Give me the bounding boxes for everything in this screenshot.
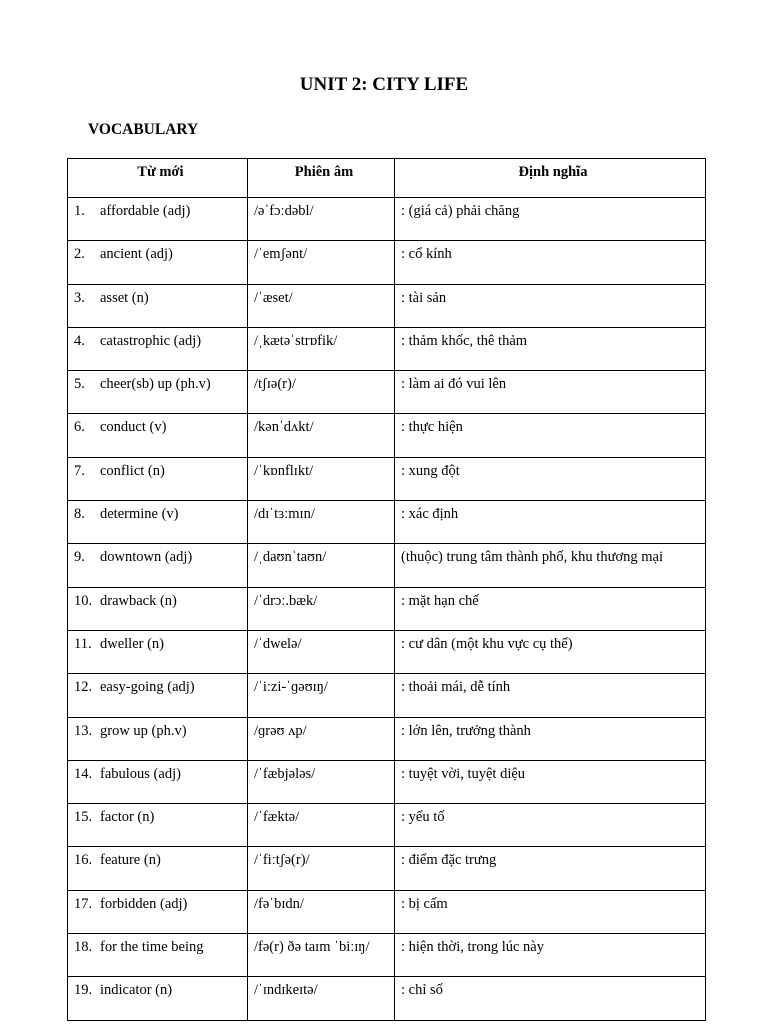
word-cell bbox=[68, 414, 248, 457]
definition-cell: : điểm đặc trưng bbox=[395, 847, 706, 890]
pronunciation-cell: /ɡrəʊ ʌp/ bbox=[248, 717, 395, 760]
pronunciation-cell: /dɪˈtɜːmɪn/ bbox=[248, 501, 395, 544]
section-heading: VOCABULARY bbox=[88, 121, 199, 138]
word-cell bbox=[68, 717, 248, 760]
row-number: 10. bbox=[74, 592, 93, 609]
word-text: drawback (n) bbox=[100, 592, 177, 609]
word-cell bbox=[68, 241, 248, 284]
header-definition: Định nghĩa bbox=[395, 159, 706, 198]
pronunciation-cell: /kənˈdʌkt/ bbox=[248, 414, 395, 457]
table-row bbox=[68, 371, 706, 414]
word-text: fabulous (adj) bbox=[100, 765, 181, 782]
pronunciation-cell: /fə(r) ðə taɪm ˈbiːɪŋ/ bbox=[248, 934, 395, 977]
pronunciation-cell: /ˈkɒnflɪkt/ bbox=[248, 457, 395, 500]
table-row bbox=[68, 241, 706, 284]
table-row bbox=[68, 934, 706, 977]
word-text: cheer(sb) up (ph.v) bbox=[100, 376, 211, 393]
row-number: 8. bbox=[74, 506, 85, 523]
row-number: 12. bbox=[74, 679, 93, 696]
row-number: 18. bbox=[74, 939, 93, 956]
word-text: dweller (n) bbox=[100, 635, 165, 652]
word-cell bbox=[68, 198, 248, 241]
word-cell bbox=[68, 501, 248, 544]
pronunciation-cell: /ˈæset/ bbox=[248, 284, 395, 327]
definition-cell: : lớn lên, trưởng thành bbox=[395, 717, 706, 760]
row-number: 9. bbox=[74, 549, 85, 566]
table-row bbox=[68, 847, 706, 890]
row-number: 19. bbox=[74, 982, 93, 999]
pronunciation-cell: /əˈfɔːdəbl/ bbox=[248, 198, 395, 241]
definition-cell: : xác định bbox=[395, 501, 706, 544]
pronunciation-cell: /tʃɪə(r)/ bbox=[248, 371, 395, 414]
definition-cell: : tuyệt vời, tuyệt diệu bbox=[395, 760, 706, 803]
definition-cell: : cư dân (một khu vực cụ thể) bbox=[395, 630, 706, 673]
definition-cell: : thảm khốc, thê thảm bbox=[395, 327, 706, 370]
table-row bbox=[68, 284, 706, 327]
row-number: 13. bbox=[74, 722, 93, 739]
row-number: 16. bbox=[74, 852, 93, 869]
pronunciation-cell: /ˌkætəˈstrɒfik/ bbox=[248, 327, 395, 370]
page-title: UNIT 2: CITY LIFE bbox=[299, 74, 469, 95]
word-cell bbox=[68, 457, 248, 500]
word-cell bbox=[68, 371, 248, 414]
table-row bbox=[68, 674, 706, 717]
row-number: 1. bbox=[74, 203, 85, 219]
word-cell bbox=[68, 890, 248, 933]
table-body bbox=[68, 198, 706, 1021]
definition-cell: : làm ai đó vui lên bbox=[395, 371, 706, 414]
word-text: easy-going (adj) bbox=[100, 679, 195, 696]
row-number: 4. bbox=[74, 332, 85, 349]
word-cell bbox=[68, 544, 248, 587]
pronunciation-cell: /ˈfæbjələs/ bbox=[248, 760, 395, 803]
definition-cell: : bị cấm bbox=[395, 890, 706, 933]
table-row bbox=[68, 457, 706, 500]
definition-cell: : xung đột bbox=[395, 457, 706, 500]
definition-cell: : yếu tố bbox=[395, 804, 706, 847]
word-text: asset (n) bbox=[100, 289, 149, 306]
row-number: 17. bbox=[74, 895, 93, 912]
table-row bbox=[68, 717, 706, 760]
word-cell bbox=[68, 977, 248, 1020]
table-row bbox=[68, 327, 706, 370]
word-text: conflict (n) bbox=[100, 462, 165, 479]
word-text: feature (n) bbox=[100, 852, 161, 869]
table-row bbox=[68, 804, 706, 847]
word-text: ancient (adj) bbox=[100, 246, 173, 263]
definition-cell: : cổ kính bbox=[395, 241, 706, 284]
row-number: 6. bbox=[74, 419, 85, 436]
row-number: 5. bbox=[74, 376, 85, 393]
word-cell bbox=[68, 587, 248, 630]
definition-cell: : (giá cả) phải chăng bbox=[395, 198, 706, 241]
table-row bbox=[68, 501, 706, 544]
header-word: Từ mới bbox=[68, 159, 248, 198]
word-cell bbox=[68, 847, 248, 890]
row-number: 3. bbox=[74, 289, 85, 306]
table-row bbox=[68, 760, 706, 803]
word-text: forbidden (adj) bbox=[100, 895, 188, 912]
word-cell bbox=[68, 284, 248, 327]
word-cell bbox=[68, 760, 248, 803]
pronunciation-cell: /ˈdwelə/ bbox=[248, 630, 395, 673]
row-number: 2. bbox=[74, 246, 85, 263]
definition-cell: (thuộc) trung tâm thành phố, khu thương mại bbox=[395, 544, 706, 587]
definition-cell: : hiện thời, trong lúc này bbox=[395, 934, 706, 977]
table-row bbox=[68, 544, 706, 587]
word-cell bbox=[68, 934, 248, 977]
table-row bbox=[68, 630, 706, 673]
row-number: 15. bbox=[74, 809, 93, 826]
word-cell bbox=[68, 630, 248, 673]
table-row bbox=[68, 198, 706, 241]
word-text: conduct (v) bbox=[100, 419, 167, 436]
row-number: 11. bbox=[74, 635, 92, 652]
pronunciation-cell: /fəˈbɪdn/ bbox=[248, 890, 395, 933]
definition-cell: : mặt hạn chế bbox=[395, 587, 706, 630]
row-number: 7. bbox=[74, 462, 85, 479]
header-pronunciation: Phiên âm bbox=[248, 159, 395, 198]
word-text: indicator (n) bbox=[100, 982, 173, 999]
pronunciation-cell: /ˈfiːtʃə(r)/ bbox=[248, 847, 395, 890]
pronunciation-cell: /ˈemʃənt/ bbox=[248, 241, 395, 284]
table-row bbox=[68, 890, 706, 933]
definition-cell: : chỉ số bbox=[395, 977, 706, 1020]
word-cell bbox=[68, 327, 248, 370]
table-row bbox=[68, 587, 706, 630]
definition-cell: : thực hiện bbox=[395, 414, 706, 457]
pronunciation-cell: /ˈɪndɪkeɪtə/ bbox=[248, 977, 395, 1020]
pronunciation-cell: /ˈiːzi-ˈɡəʊɪŋ/ bbox=[248, 674, 395, 717]
vocabulary-table bbox=[67, 158, 706, 1021]
table-row bbox=[68, 414, 706, 457]
word-cell bbox=[68, 674, 248, 717]
word-text: affordable (adj) bbox=[100, 203, 191, 219]
table-header-row bbox=[68, 159, 706, 198]
pronunciation-cell: /ˈfæktə/ bbox=[248, 804, 395, 847]
word-cell bbox=[68, 804, 248, 847]
pronunciation-cell: /ˌdaʊnˈtaʊn/ bbox=[248, 544, 395, 587]
word-text: grow up (ph.v) bbox=[100, 722, 187, 739]
pronunciation-cell: /ˈdrɔː.bæk/ bbox=[248, 587, 395, 630]
word-text: downtown (adj) bbox=[100, 549, 193, 566]
word-text: factor (n) bbox=[100, 809, 155, 826]
word-text: determine (v) bbox=[100, 506, 179, 523]
word-text: catastrophic (adj) bbox=[100, 332, 202, 349]
row-number: 14. bbox=[74, 765, 93, 782]
word-text: for the time being bbox=[100, 939, 204, 956]
definition-cell: : tài sản bbox=[395, 284, 706, 327]
table-row bbox=[68, 977, 706, 1020]
definition-cell: : thoải mái, dễ tính bbox=[395, 674, 706, 717]
